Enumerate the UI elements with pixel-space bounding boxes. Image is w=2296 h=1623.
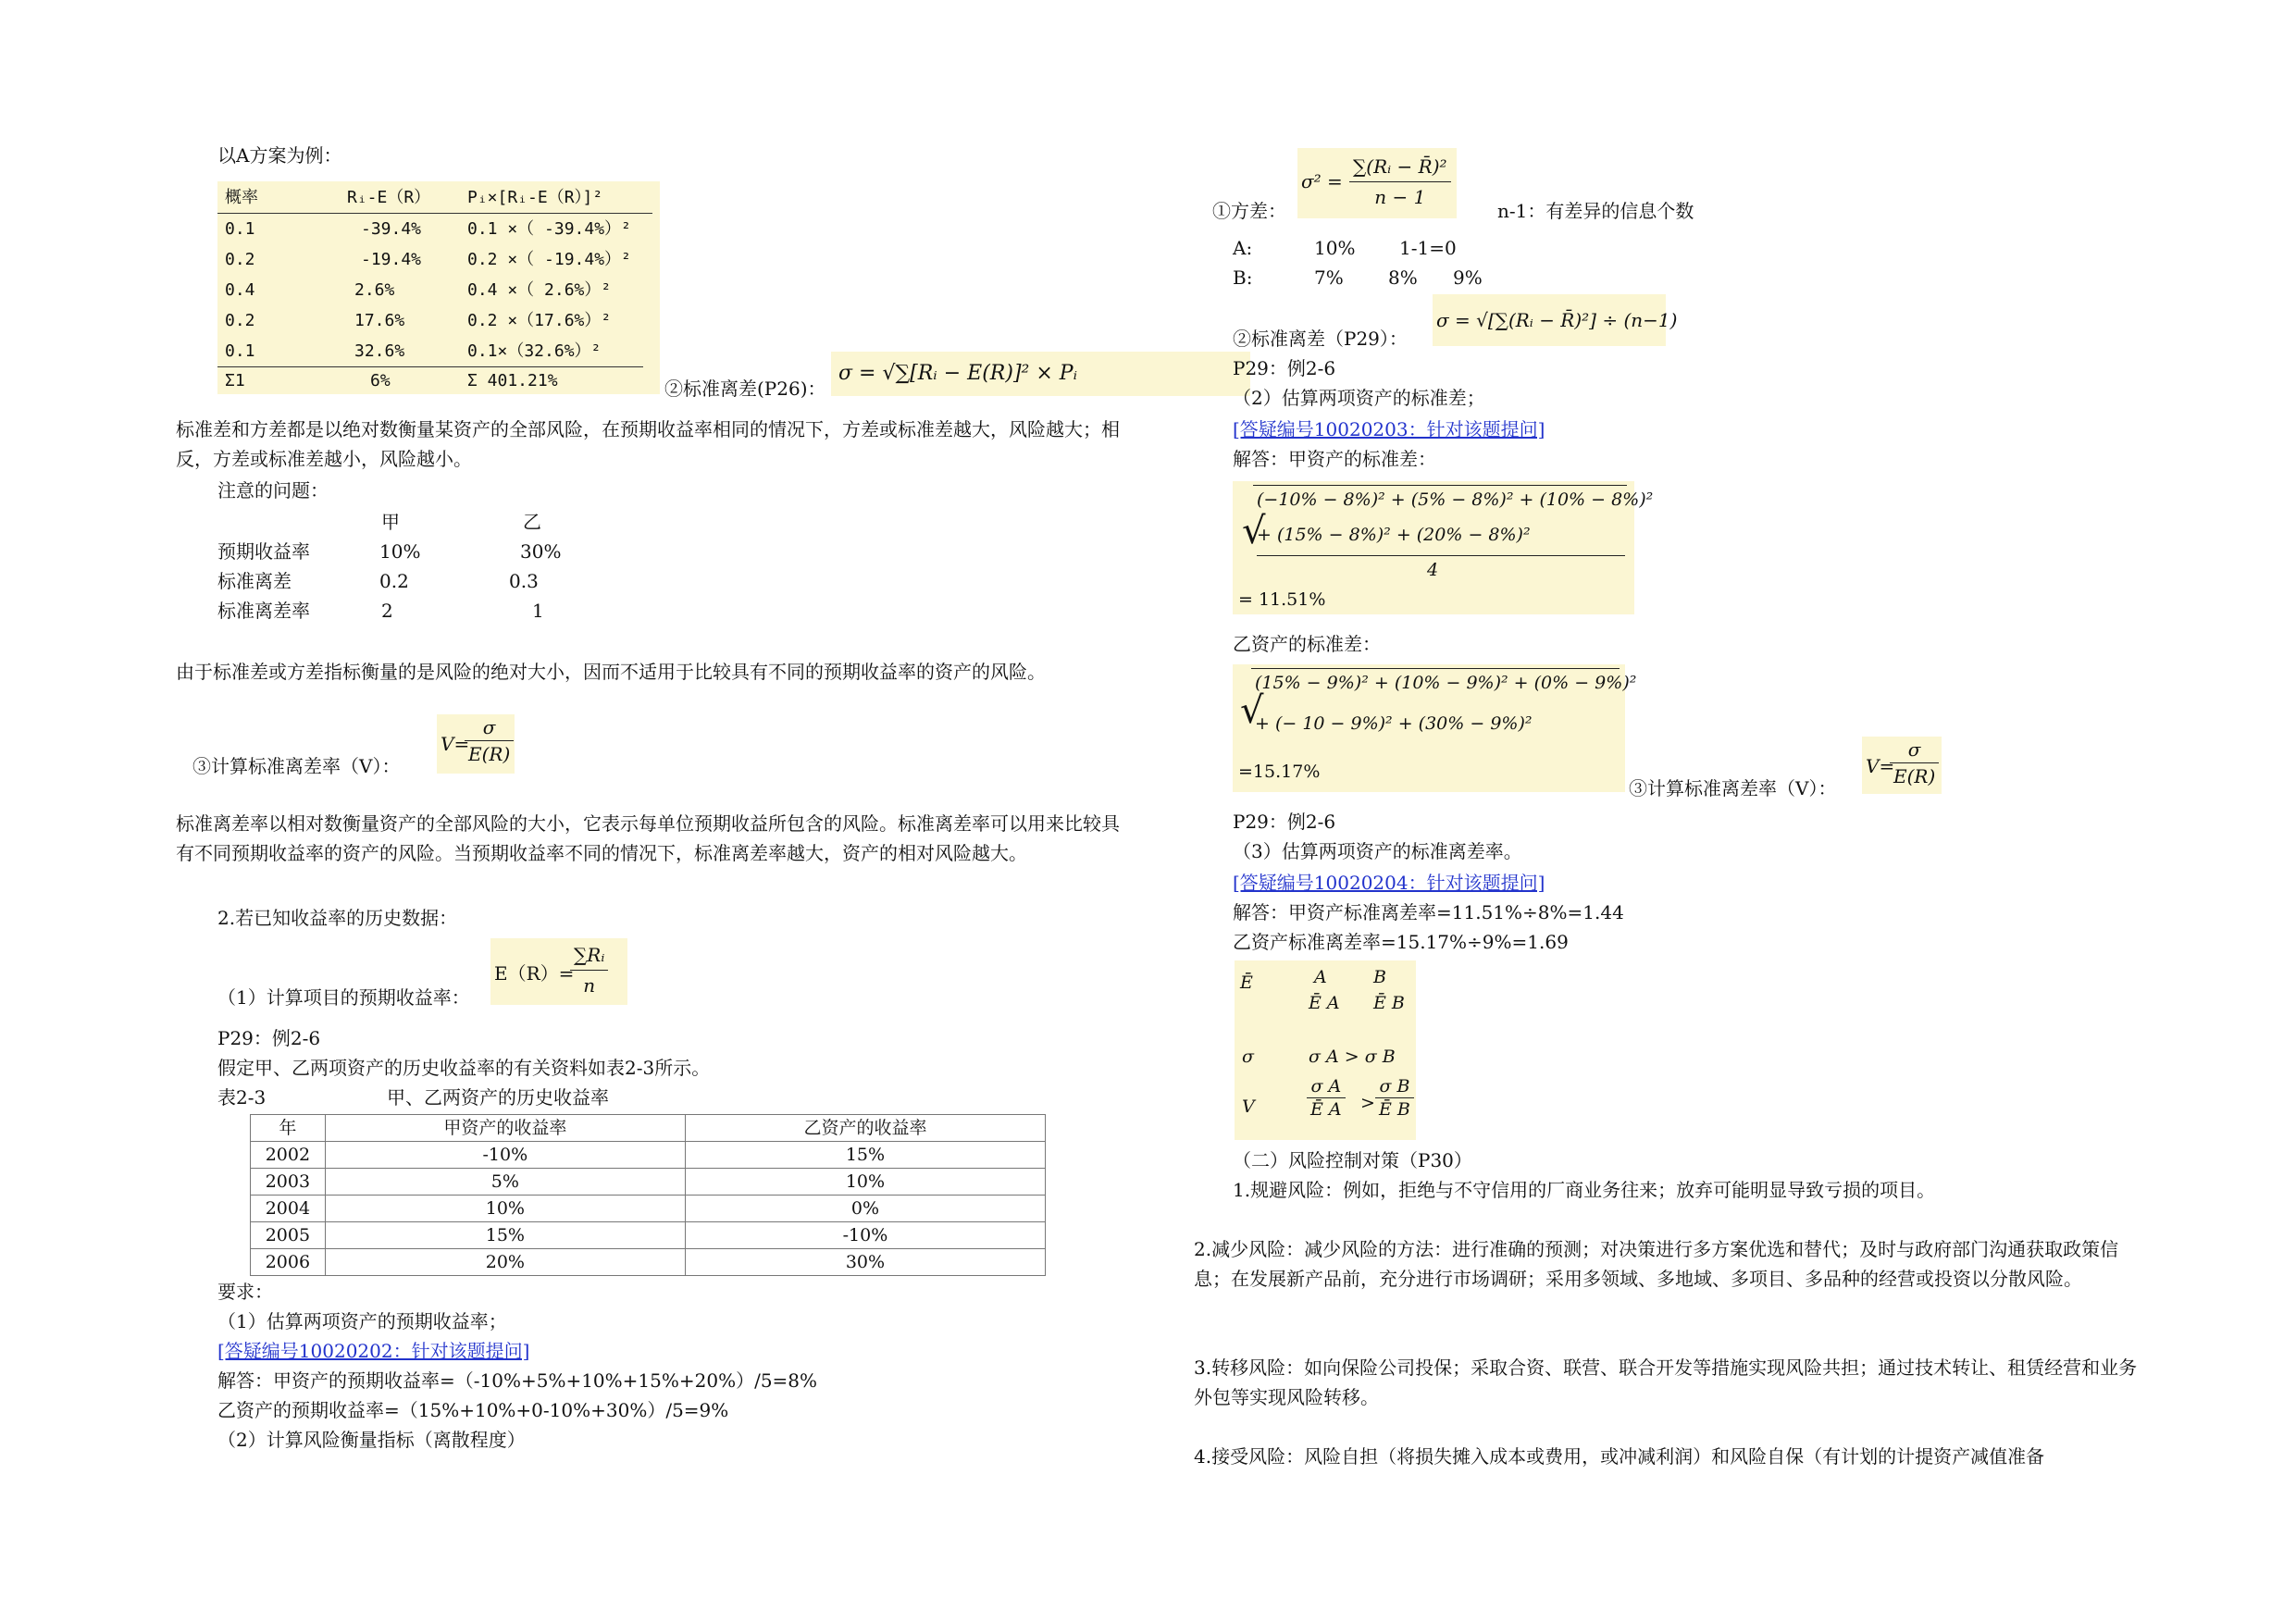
cell: 10% [325,1196,685,1222]
cell: 2003 [251,1169,326,1196]
cell: 0.2 [225,250,255,269]
cell: 0.2 [225,311,255,330]
answer-a: 解答：甲资产的预期收益率=（-10%+5%+10%+15%+20%）/5=8% [217,1369,818,1392]
notice-title: 注意的问题： [217,479,329,502]
cmp-v-a [1307,1075,1346,1121]
variance-label: ①方差： [1212,200,1286,222]
cv-num: σ [1890,737,1939,763]
variance-fraction [1349,152,1451,212]
cell: 0.2 ×（ -19.4%）² [467,250,631,269]
strategy-avoid: 1.规避风险：例如，拒绝与不守信用的厂商业务往来；放弃可能明显导致亏损的项目。 [1233,1179,1936,1201]
cv-num: σ [465,714,514,741]
compare-label: 标准离差率 [217,600,310,622]
compare-value: 2 [381,600,393,622]
answer-std-a-label: 解答：甲资产的标准差： [1233,448,1436,470]
cmp-v-b [1375,1075,1414,1121]
std-label: ②标准离差（P29）： [1233,328,1408,350]
scheme-a-header [217,183,652,214]
history-table [250,1114,1046,1276]
cmp-ea: Ē A [1309,993,1340,1013]
strategy-reduce: 2.减少风险：减少风险的方法：进行准确的预测；对决策进行多方案优选和替代；及时与政府部门沟通获取政策信息；在发展新产品前，充分进行市场调研；采用多领域、多地域、多项目、多品种的经营或投资以分散风险。 [1194,1238,2119,1290]
strategy-accept: 4.接受风险：风险自担（将损失摊入成本或费用，或冲减利润）和风险自保（有计划的计提资产减值准备 [1194,1445,2045,1468]
strategy-transfer: 3.转移风险：如向保险公司投保；采取合资、联营、联合开发等措施实现风险共担；通过技术转让、租赁经营和业务外包等实现风险转移。 [1194,1357,2138,1408]
header-year: 年 [251,1115,326,1142]
cell: 0.1×（32.6%）² [467,341,602,361]
cmp-b: B [1373,967,1386,987]
cmp-eb: Ē B [1373,993,1405,1013]
answer-cv-b: 乙资产标准离差率=15.17%÷9%=1.69 [1233,931,1569,953]
assume-text: 假定甲、乙两项资产的历史收益率的有关资料如表2-3所示。 [217,1057,711,1079]
std-b-calc [1233,664,1637,792]
std-formula: σ = √[∑(Rᵢ − R̄)²] ÷ (n−1) [1433,294,1666,346]
cmp-v-a-num: σ A [1307,1075,1346,1098]
table-row [251,1222,1046,1249]
header-a-return: 甲资产的收益率 [325,1115,685,1142]
comparison-box [1235,960,1416,1140]
paragraph-cv-meaning: 标准离差率以相对数衡量资产的全部风险的大小，它表示每单位预期收益所包含的风险。标准离差率可以用来比较具有不同预期收益率的资产的风险。当预期收益率不同的情况下，标准离差率越大，资产的相对风险越大。 [176,812,1120,864]
cell: 2004 [251,1196,326,1222]
answer-cv-a: 解答：甲资产标准离差率=11.51%÷8%=1.44 [1233,901,1624,923]
cmp-label-v: V [1242,1096,1255,1117]
variance-note: n-1：有差异的信息个数 [1497,200,1694,222]
table-header-row [251,1115,1046,1142]
cv-lhs: V= [1866,755,1895,777]
question-2: （2）计算风险衡量指标（离散程度） [217,1429,526,1451]
cmp-label-sigma: σ [1242,1047,1254,1067]
qa-link-10020203[interactable]: [答疑编号10020203：针对该题提问] [1233,418,1545,440]
cv-formula [1862,737,1942,794]
std-a-calc [1233,481,1654,614]
cell: 10% [685,1169,1045,1196]
section-risk-control: （二）风险控制对策（P30） [1233,1149,1472,1171]
variance-formula [1297,148,1457,218]
variance-den: n − 1 [1374,186,1426,208]
std-b-result: =15.17% [1238,762,1321,782]
compare-value: 1 [532,600,544,622]
cv-formula [437,714,515,774]
std-formula: σ = √∑[Rᵢ − E(R)]² × Pᵢ [831,352,1250,396]
cell: -19.4% [361,250,422,269]
compare-value: 30% [520,540,562,563]
table-row [217,276,652,305]
cmp-v-a-den: Ē A [1310,1099,1342,1120]
compare-value: 10% [379,540,421,563]
cell: 30% [685,1249,1045,1276]
table-row [251,1196,1046,1222]
cell: 2005 [251,1222,326,1249]
cv-fraction [1890,737,1939,789]
std-a-line1: (−10% − 8%)² + (5% − 8%)² + (10% − 8%)² [1257,489,1654,510]
std-a-line2: + (15% − 8%)² + (20% − 8%)² [1257,525,1531,545]
radical-bar [1253,485,1627,486]
cv-label: ③计算标准离差率（V）： [1629,777,1837,799]
compare-value: 0.2 [379,570,409,592]
header-b-return: 乙资产的收益率 [685,1115,1045,1142]
cell: 20% [325,1249,685,1276]
cell: Σ1 [225,371,245,390]
er-formula [490,938,627,1005]
fraction-bar [1257,555,1625,556]
radical-sign: √ [1240,689,1264,732]
er-fraction [570,940,608,1000]
answer-b: 乙资产的预期收益率=（15%+10%+0-10%+30%）/5=9% [217,1399,729,1421]
cell: 15% [325,1222,685,1249]
question-3: （3）估算两项资产的标准离差率。 [1233,840,1522,862]
row-a-label: A: [1233,237,1253,259]
cv-den: E(R) [1893,765,1936,787]
cv-fraction [465,714,514,767]
cell: 0.1 ×（ -39.4%）² [467,219,631,239]
radical-sign: √ [1242,510,1266,552]
table-row [217,215,652,244]
cell: Σ 401.21% [467,371,558,390]
table-row [251,1169,1046,1196]
paragraph-std-variance: 标准差和方差都是以绝对数衡量某资产的全部风险，在预期收益率相同的情况下，方差或标准差越大，风险越大；相反，方差或标准差越小，风险越小。 [176,418,1120,470]
row-b-value: 7% [1314,266,1344,289]
radical-bar [1251,668,1620,669]
cell: -10% [685,1222,1045,1249]
row-b-value: 8% [1388,266,1418,289]
row-b-value: 9% [1453,266,1483,289]
table-row [251,1249,1046,1276]
question-1: （1）估算两项资产的预期收益率； [217,1310,507,1332]
er-lhs: E（R）= [494,962,575,985]
cmp-v-op: > [1360,1093,1375,1113]
table-row [217,245,652,275]
cell: 2.6% [354,280,395,300]
example-ref: P29：例2-6 [1233,811,1336,833]
row-a-value: 1-1=0 [1399,237,1457,259]
question-2: （2）估算两项资产的标准差； [1233,387,1485,409]
cv-den: E(R) [468,743,511,765]
qa-link-10020204[interactable]: [答疑编号10020204：针对该题提问] [1233,872,1545,894]
history-title: 2.若已知收益率的历史数据： [217,907,458,929]
table-total-row [217,366,652,396]
compare-label: 标准离差 [217,570,292,592]
std-label: ②标准离差(P26)： [664,378,826,400]
cell: 0.4 [225,280,255,300]
answer-std-b-label: 乙资产的标准差： [1233,633,1381,655]
example-ref: P29：例2-6 [1233,357,1336,379]
cell: 0.4 ×（ 2.6%）² [467,280,612,300]
qa-link-10020202[interactable]: [答疑编号10020202：针对该题提问] [217,1340,530,1362]
cell: -10% [325,1142,685,1169]
cmp-a: A [1314,967,1327,987]
cell: 0.1 [225,341,255,361]
cmp-sigma-expr: σ A > σ B [1309,1047,1396,1067]
row-b-label: B: [1233,266,1253,289]
header-weighted: Pᵢ×[Rᵢ-E（R）]² [467,188,603,207]
cmp-label-e: Ē [1240,973,1253,993]
cell: 5% [325,1169,685,1196]
intro-text: 以A方案为例： [217,144,342,167]
row-a-value: 10% [1314,237,1356,259]
cell: 17.6% [354,311,405,330]
header-prob: 概率 [225,188,258,207]
table-row [217,306,652,336]
std-a-result: = 11.51% [1238,589,1326,610]
table-id: 表2-3 [217,1086,267,1109]
compare-label: 预期收益率 [217,540,310,563]
variance-lhs: σ² = [1301,170,1343,192]
cell: 6% [370,371,391,390]
cell: 0% [685,1196,1045,1222]
table-row [251,1142,1046,1169]
cell: 0.2 ×（17.6%）² [467,311,612,330]
cell: -39.4% [361,219,422,239]
table-caption: 甲、乙两资产的历史收益率 [387,1086,609,1109]
std-a-den: 4 [1427,560,1439,580]
std-b-line2: + (− 10 − 9%)² + (30% − 9%)² [1255,713,1533,734]
cell: 2006 [251,1249,326,1276]
header-deviation: Rᵢ-E（R） [347,188,431,207]
compare-col-a: 甲 [381,511,400,533]
example-ref: P29：例2-6 [217,1027,321,1049]
table-row [217,337,643,367]
cell: 0.1 [225,219,255,239]
cmp-v-b-den: Ē B [1379,1099,1410,1120]
paragraph-std-limitation: 由于标准差或方差指标衡量的是风险的绝对大小，因而不适用于比较具有不同的预期收益率的资产的风险。 [176,661,1046,683]
cell: 32.6% [354,341,405,361]
scheme-a-table [217,181,660,394]
er-num: ∑Rᵢ [570,940,608,971]
er-den: n [583,974,596,997]
cell: 15% [685,1142,1045,1169]
requirement-title: 要求： [217,1281,273,1303]
cv-lhs: V= [441,733,470,755]
compare-value: 0.3 [509,570,539,592]
cv-label: ③计算标准离差率（V）： [192,755,401,777]
cell: 2002 [251,1142,326,1169]
std-b-line1: (15% − 9%)² + (10% − 9%)² + (0% − 9%)² [1255,673,1637,693]
variance-num: ∑(Rᵢ − R̄)² [1349,152,1451,182]
compare-col-b: 乙 [523,511,541,533]
cmp-v-b-num: σ B [1375,1075,1414,1098]
er-label: （1）计算项目的预期收益率： [217,986,470,1009]
